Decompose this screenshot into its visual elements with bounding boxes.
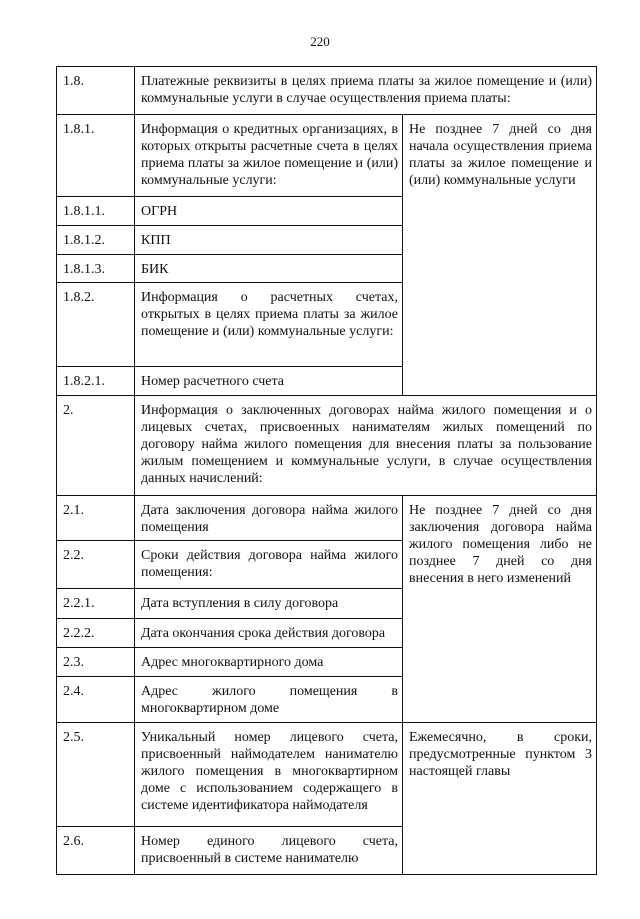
table-row — [57, 67, 597, 115]
item-number: 2.4. — [57, 677, 135, 723]
item-number: 1.8.2. — [57, 283, 135, 367]
item-text: ОГРН — [135, 197, 403, 226]
item-text: Сроки действия договора найма жилого помещения: — [135, 541, 403, 589]
item-number: 1.8.1. — [57, 115, 135, 197]
deadline-text: Не позднее 7 дней со дня заключения договора найма жилого помещения либо не позднее 7 дней со дня внесения в него изменений — [403, 496, 597, 723]
table-row — [57, 115, 597, 197]
item-text: Номер расчетного счета — [135, 367, 403, 396]
item-number: 2.2.1. — [57, 589, 135, 619]
item-text: Адрес жилого помещения в многоквартирном доме — [135, 677, 403, 723]
item-text: Уникальный номер лицевого счета, присвоенный наймодателем нанимателю жилого помещения в многоквартирном доме с использованием содержащего в системе идентификатора наймодателя — [135, 723, 403, 827]
item-number: 1.8.1.2. — [57, 226, 135, 255]
item-text: Дата заключения договора найма жилого помещения — [135, 496, 403, 541]
item-number: 2.2.2. — [57, 619, 135, 648]
deadline-text: Ежемесячно, в сроки, предусмотренные пунктом 3 настоящей главы — [403, 723, 597, 875]
item-text: Информация о расчетных счетах, открытых в целях приема платы за жилое помещение и (или) коммунальные услуги: — [135, 283, 403, 367]
item-text: БИК — [135, 255, 403, 283]
item-number: 1.8.2.1. — [57, 367, 135, 396]
item-number: 2.6. — [57, 827, 135, 875]
item-text: Дата окончания срока действия договора — [135, 619, 403, 648]
item-number: 2.2. — [57, 541, 135, 589]
item-text: Номер единого лицевого счета, присвоенный в системе нанимателю — [135, 827, 403, 875]
item-number: 2. — [57, 396, 135, 496]
item-text: КПП — [135, 226, 403, 255]
item-text: Платежные реквизиты в целях приема платы за жилое помещение и (или) коммунальные услуги в случае осуществления приема платы: — [135, 67, 597, 115]
table-row — [57, 396, 597, 496]
page-number: 220 — [310, 34, 330, 49]
item-number: 1.8. — [57, 67, 135, 115]
item-number: 1.8.1.3. — [57, 255, 135, 283]
table-row — [57, 496, 597, 541]
item-text: Адрес многоквартирного дома — [135, 648, 403, 677]
item-number: 1.8.1.1. — [57, 197, 135, 226]
item-text: Дата вступления в силу договора — [135, 589, 403, 619]
item-text: Информация о кредитных организациях, в которых открыты расчетные счета в целях приема платы за жилое помещение и (или) коммунальные услуги: — [135, 115, 403, 197]
table-row — [57, 723, 597, 827]
item-text: Информация о заключенных договорах найма жилого помещения и о лицевых счетах, присвоенных нанимателям жилых помещений по договору найма жилого помещения для внесения платы за пользование жилым помещением и коммунальные услуги, в случае осуществления данных начислений: — [135, 396, 597, 496]
requirements-table — [56, 66, 597, 875]
item-number: 2.1. — [57, 496, 135, 541]
deadline-text: Не позднее 7 дней со дня начала осуществления приема платы за жилое помещение и (или) коммунальные услуги — [403, 115, 597, 396]
item-number: 2.5. — [57, 723, 135, 827]
item-number: 2.3. — [57, 648, 135, 677]
